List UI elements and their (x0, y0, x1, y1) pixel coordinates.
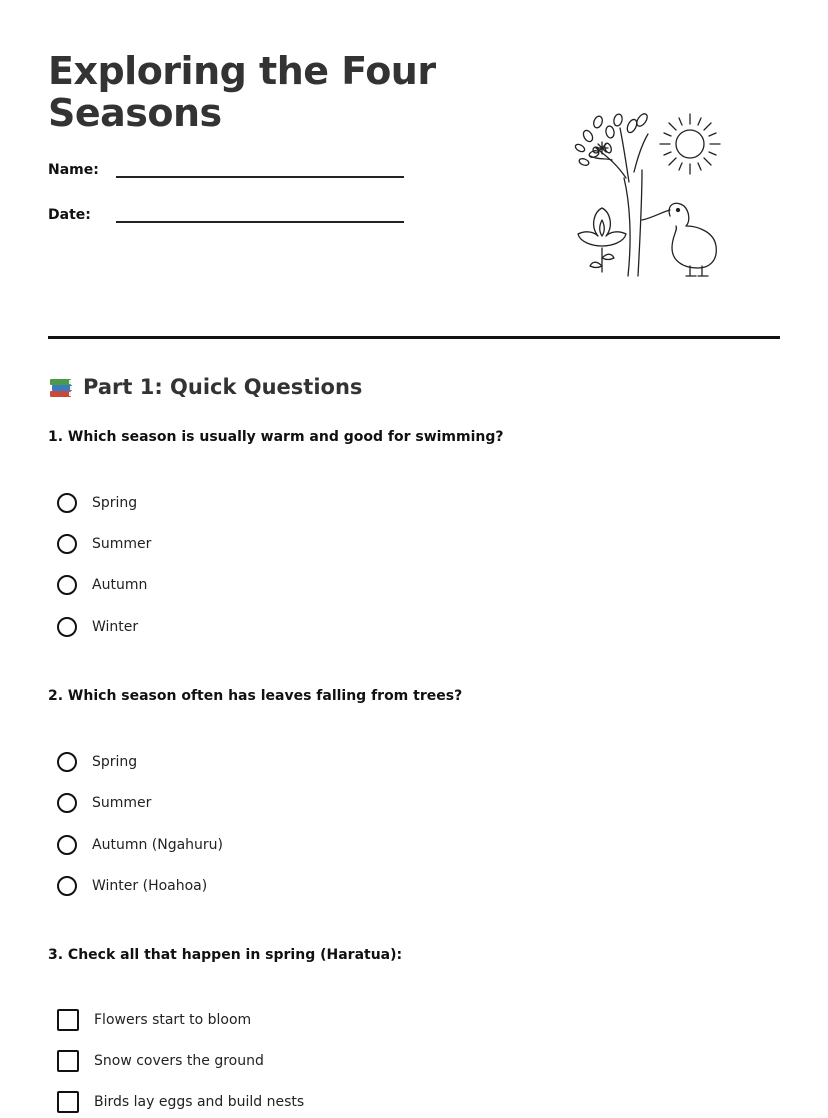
q2-option-spring[interactable] (57, 749, 137, 775)
option-label: Snow covers the ground (94, 1053, 264, 1069)
page-title: Exploring the Four Seasons (48, 49, 436, 135)
q3-option-flowers[interactable] (57, 1007, 251, 1033)
q2-option-winter[interactable] (57, 873, 207, 899)
radio-button[interactable] (57, 793, 77, 813)
section-title-text: Part 1: Quick Questions (83, 375, 363, 399)
option-label: Winter (Hoahoa) (92, 878, 208, 894)
seasons-illustration-icon (566, 108, 732, 284)
option-label: Autumn (Ngahuru) (92, 837, 224, 853)
option-label: Summer (92, 795, 152, 811)
date-input-line[interactable] (116, 205, 404, 223)
q2-option-summer[interactable] (57, 790, 151, 816)
option-label: Flowers start to bloom (94, 1012, 252, 1028)
radio-button[interactable] (57, 493, 77, 513)
section-title-part1 (48, 374, 362, 400)
checkbox[interactable] (57, 1009, 79, 1031)
name-input-line[interactable] (116, 160, 404, 178)
date-label: Date: (48, 207, 91, 223)
radio-button[interactable] (57, 617, 77, 637)
q2-option-autumn[interactable] (57, 832, 223, 858)
q1-option-autumn[interactable] (57, 572, 147, 598)
radio-button[interactable] (57, 575, 77, 595)
checkbox[interactable] (57, 1091, 79, 1113)
radio-button[interactable] (57, 752, 77, 772)
radio-button[interactable] (57, 835, 77, 855)
radio-button[interactable] (57, 876, 77, 896)
name-field[interactable] (48, 160, 404, 178)
radio-button[interactable] (57, 534, 77, 554)
header-divider (48, 336, 780, 339)
q1-option-winter[interactable] (57, 614, 138, 640)
date-field[interactable] (48, 205, 404, 223)
option-label: Spring (92, 495, 138, 511)
question-2: 2. Which season often has leaves falling from trees? (48, 688, 463, 704)
option-label: Winter (92, 619, 139, 635)
option-label: Summer (92, 536, 152, 552)
option-label: Birds lay eggs and build nests (94, 1094, 305, 1110)
q1-option-spring[interactable] (57, 490, 137, 516)
checkbox[interactable] (57, 1050, 79, 1072)
books-icon (48, 374, 74, 400)
question-3: 3. Check all that happen in spring (Haratua): (48, 947, 403, 963)
name-label: Name: (48, 162, 99, 178)
q3-option-birds[interactable] (57, 1089, 304, 1115)
q1-option-summer[interactable] (57, 531, 151, 557)
question-1: 1. Which season is usually warm and good for swimming? (48, 429, 504, 445)
q3-option-snow[interactable] (57, 1048, 264, 1074)
option-label: Spring (92, 754, 138, 770)
option-label: Autumn (92, 577, 148, 593)
